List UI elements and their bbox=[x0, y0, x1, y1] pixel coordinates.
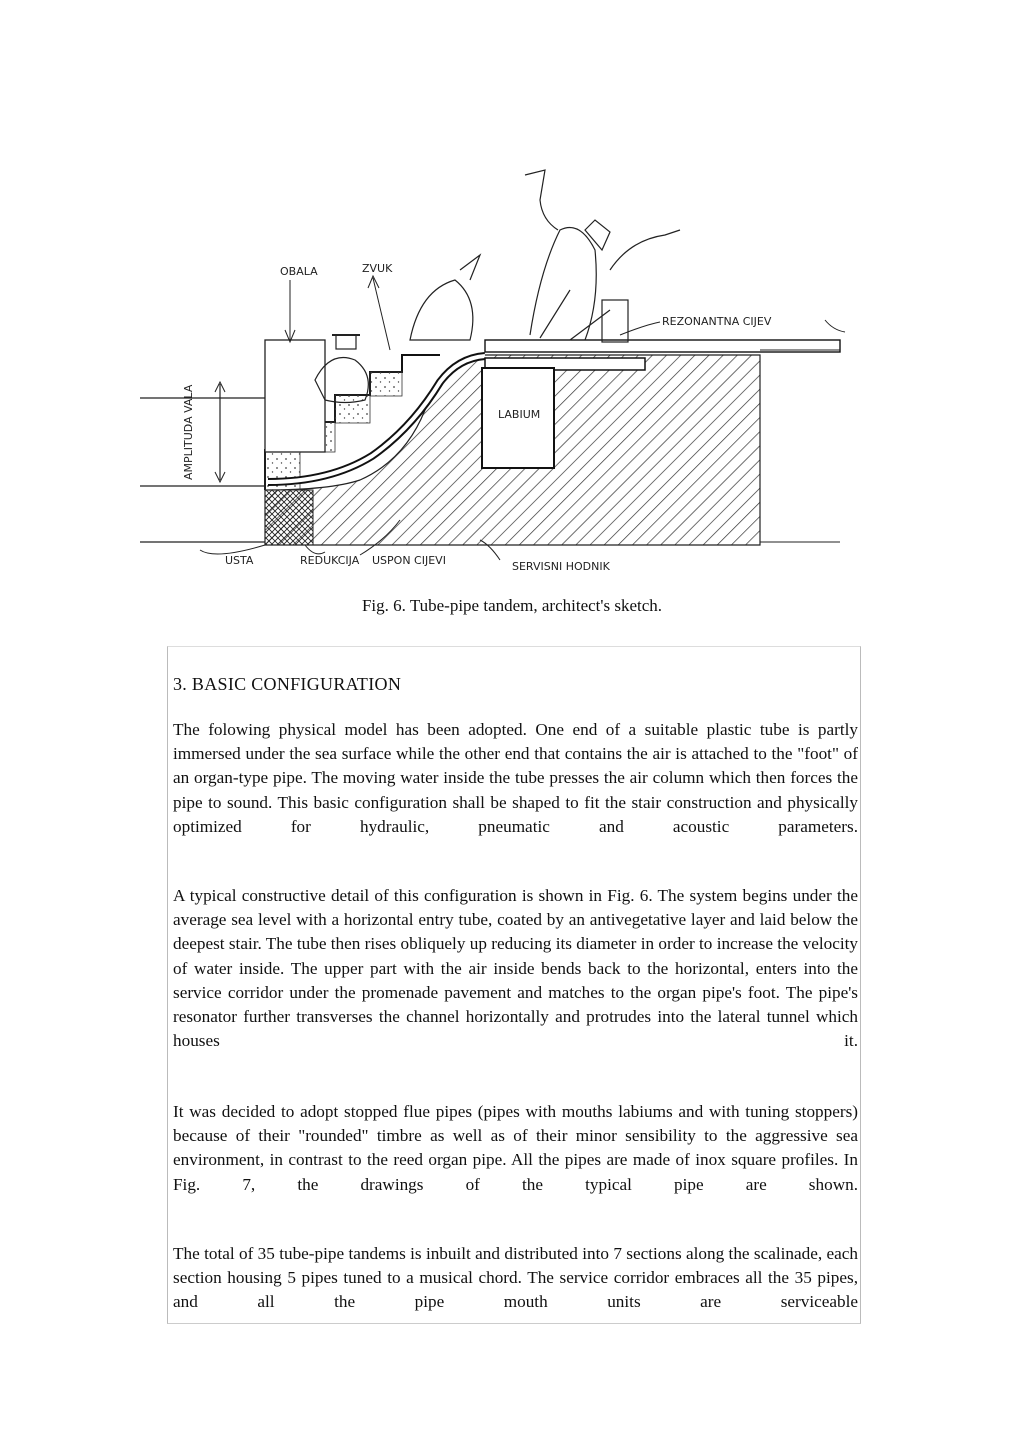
paragraph: The folowing physical model has been adopted. One end of a suitable plastic tube is partly immersed under the sea surface while the other end that contains the air is attached to the "foot" of an organ-type pipe. The moving water inside the tube presses the air column which then forces the pipe to sound. This basic configuration shall be shaped to fit the stair construction and physically optimized for hydraulic, pneumatic and acoustic parameters. bbox=[173, 720, 858, 836]
figure-caption: Fig. 6. Tube-pipe tandem, architect's sketch. bbox=[361, 596, 663, 615]
section-heading: 3. BASIC CONFIGURATION bbox=[173, 674, 402, 694]
svg-text:OBALA: OBALA bbox=[280, 265, 318, 278]
paragraph: A typical constructive detail of this configuration is shown in Fig. 6. The system begins under the average sea level with a horizontal entry tube, coated by an antivegetative layer and laid below the deepest stair. The tube then rises obliquely up reducing its diameter in order to increase the velocity of water inside. The upper part with the air inside bends back to the horizontal, enters into the service corridor under the promenade pavement and matches to the organ pipe's foot. The pipe's resonator further transverses the channel horizontally and protrudes into the lateral tunnel which houses it. bbox=[173, 886, 858, 1051]
architect-sketch-figure bbox=[140, 160, 860, 600]
label-servisni-hodnik bbox=[512, 560, 611, 573]
svg-text:REDUKCIJA: REDUKCIJA bbox=[300, 554, 360, 567]
label-usta bbox=[225, 554, 254, 567]
svg-text:ZVUK: ZVUK bbox=[362, 262, 393, 275]
svg-text:USPON CIJEVI: USPON CIJEVI bbox=[372, 554, 446, 567]
label-zvuk bbox=[362, 262, 393, 275]
svg-text:USTA: USTA bbox=[225, 554, 254, 567]
label-rezonantna-cijev bbox=[662, 315, 772, 328]
svg-text:REZONANTNA CIJEV: REZONANTNA CIJEV bbox=[662, 315, 772, 328]
label-redukcija bbox=[300, 554, 360, 567]
paragraph: The total of 35 tube-pipe tandems is inbuilt and distributed into 7 sections along the scalinade, each section housing 5 pipes tuned to a musical chord. The service corridor embraces all the 35 pipes, and all the pipe mouth units are serviceable bbox=[173, 1244, 858, 1312]
svg-text:SERVISNI HODNIK: SERVISNI HODNIK bbox=[512, 560, 610, 573]
label-uspon-cijevi bbox=[372, 554, 446, 567]
svg-text:LABIUM: LABIUM bbox=[498, 408, 541, 421]
svg-text:AMPLITUDA VALA: AMPLITUDA VALA bbox=[182, 384, 195, 480]
text-frame bbox=[167, 646, 861, 1324]
label-labium bbox=[498, 408, 540, 421]
label-amplituda-vala bbox=[182, 384, 195, 480]
paragraph: It was decided to adopt stopped flue pipes (pipes with mouths labiums and with tuning stoppers) because of their "rounded" timbre as well as of their minor sensibility to the aggressive sea environment, in contrast to the reed organ pipe. All the pipes are made of inox square profiles. In Fig. 7, the drawings of the typical pipe are shown. bbox=[173, 1102, 858, 1194]
label-obala bbox=[280, 265, 318, 278]
